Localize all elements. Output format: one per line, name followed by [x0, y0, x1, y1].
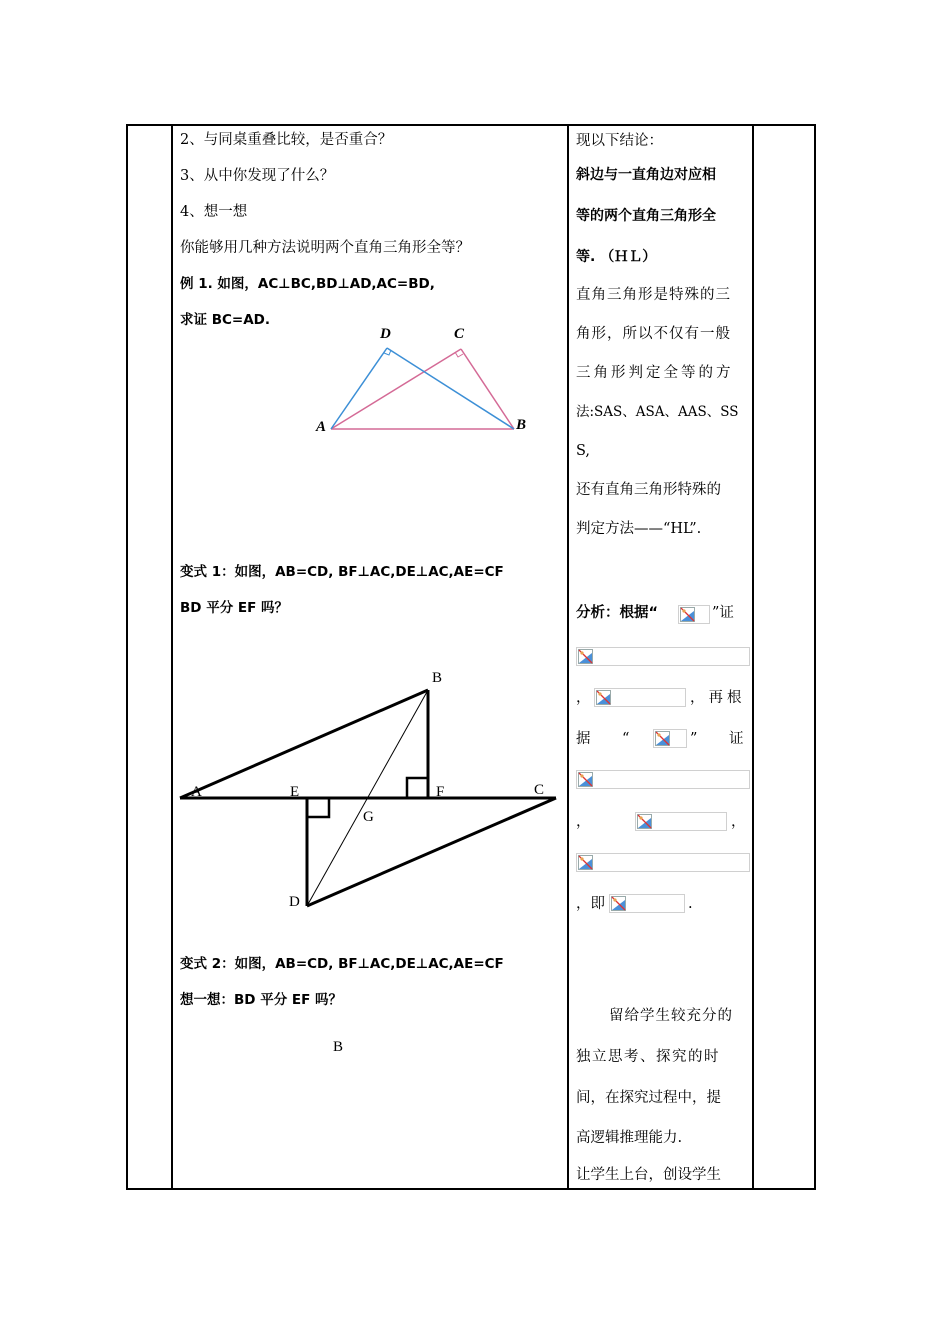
broken-image-icon: [655, 731, 670, 746]
analysis-prove-2: 证: [729, 731, 744, 747]
line-ab-2: [180, 690, 428, 798]
analysis-label: 分析：根据“: [576, 605, 659, 621]
conclusion-intro: 现以下结论：: [576, 133, 663, 149]
fig2-label-b: B: [432, 670, 443, 686]
example-1-prove: 求证 BC=AD.: [180, 312, 270, 328]
hl-theorem-line-2: 等的两个直角三角形全: [576, 208, 716, 224]
note-b-line-1: 留给学生较充分的: [609, 1008, 733, 1024]
fig2-label-g: G: [363, 809, 374, 825]
step-3-text: 3、从中你发现了什么？: [180, 168, 335, 184]
note-b-line-4: 高逻辑推理能力.: [576, 1130, 683, 1146]
step-2-text: 2、与同桌重叠比较，是否重合？: [180, 132, 393, 148]
note-line-4: 法:SAS、ASA、AAS、SS: [576, 404, 739, 420]
analysis-thus: ，即: [576, 896, 605, 912]
formula-image-6: [635, 812, 727, 831]
fig3-label-b: B: [333, 1039, 344, 1055]
example-1-statement: 例 1. 如图，AC⊥BC,BD⊥AD,AC=BD,: [180, 276, 435, 292]
right-angle-mark-f: [407, 778, 428, 798]
fig2-label-f: F: [436, 784, 445, 800]
broken-image-icon: [596, 690, 611, 705]
step-4-text: 4、想一想: [180, 204, 248, 220]
broken-image-icon: [611, 896, 626, 911]
note-b-line-3: 间，在探究过程中，提: [576, 1090, 721, 1106]
fig1-label-b: B: [516, 417, 527, 433]
variant-2-question: 想一想：BD 平分 EF 吗？: [180, 992, 343, 1008]
broken-image-icon: [578, 772, 593, 787]
note-line-7: 判定方法——“HL”.: [576, 521, 702, 537]
broken-image-icon: [637, 814, 652, 829]
note-b-line-5: 让学生上台，创设学生: [576, 1167, 721, 1183]
analysis-comma-1: ，: [576, 690, 591, 706]
fig2-label-c: C: [534, 782, 545, 798]
broken-image-icon: [578, 855, 593, 870]
hl-theorem-line-3: 等. （ＨＬ）: [576, 249, 657, 265]
fig1-label-d: D: [380, 326, 391, 342]
analysis-then: ，再根: [690, 690, 746, 706]
right-angle-mark-e: [307, 798, 329, 817]
formula-image-4: [653, 729, 687, 748]
fig1-label-a: A: [316, 419, 327, 435]
fig2-label-a: A: [191, 784, 202, 800]
analysis-comma-3: ，: [731, 814, 746, 830]
note-b-line-2: 独立思考、探究的时: [576, 1049, 720, 1065]
line-dc: [307, 798, 556, 906]
hl-theorem-line-1: 斜边与一直角边对应相: [576, 167, 716, 183]
formula-image-5: [576, 770, 750, 789]
analysis-close-quote: ”: [690, 731, 698, 747]
formula-image-3: [594, 688, 686, 707]
variant-1-question: BD 平分 EF 吗？: [180, 600, 289, 616]
analysis-suffix: ”证: [712, 605, 734, 621]
analysis-open-quote: “: [622, 731, 630, 747]
analysis-prefix: [576, 603, 658, 623]
fig2-label-d: D: [289, 894, 300, 910]
note-line-6: 还有直角三角形特殊的: [576, 482, 721, 498]
variant-1-statement: 变式 1：如图，AB=CD, BF⊥AC,DE⊥AC,AE=CF: [180, 564, 504, 580]
formula-image-1: [678, 605, 710, 624]
analysis-comma-2: ，: [576, 814, 591, 830]
formula-image-8: [609, 894, 685, 913]
note-line-1: 直角三角形是特殊的三: [576, 287, 731, 303]
fig1-label-c: C: [454, 326, 465, 342]
note-line-2: 角形，所以不仅有一般: [576, 326, 731, 342]
question-text: 你能够用几种方法说明两个直角三角形全等？: [180, 240, 470, 256]
variant-2-statement: 变式 2：如图，AB=CD, BF⊥AC,DE⊥AC,AE=CF: [180, 956, 504, 972]
analysis-according: 据: [576, 731, 591, 747]
formula-image-7: [576, 853, 750, 872]
analysis-period: .: [688, 896, 693, 912]
fig2-label-e: E: [290, 784, 300, 800]
formula-image-2: [576, 647, 750, 666]
broken-image-icon: [680, 607, 695, 622]
broken-image-icon: [578, 649, 593, 664]
note-line-3: 三角形判定全等的方: [576, 365, 734, 381]
note-line-5: S,: [576, 443, 591, 459]
